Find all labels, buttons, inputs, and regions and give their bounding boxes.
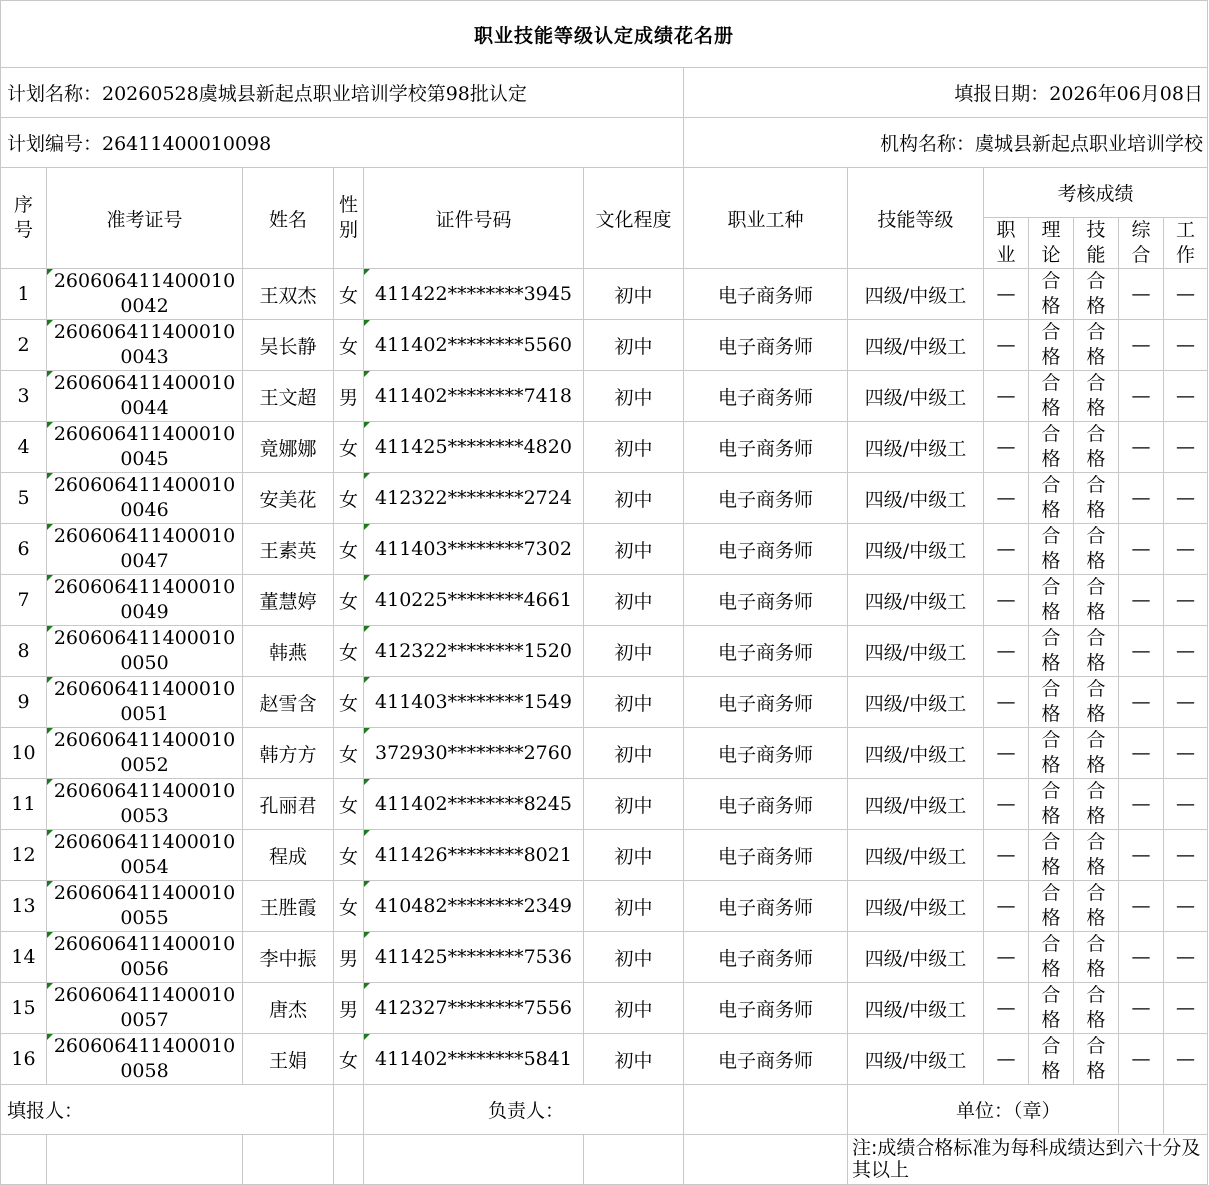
cell-name: 王文超 (243, 371, 334, 422)
table-row (1, 830, 1208, 881)
cell-theory: 合格 (1029, 881, 1074, 932)
cell-id: 411403********1549 (364, 677, 584, 728)
cell-level: 四级/中级工 (848, 677, 984, 728)
cell-id: 412322********2724 (364, 473, 584, 524)
cell-id: 411426********8021 (364, 830, 584, 881)
cell-seq: 16 (1, 1034, 47, 1085)
cell-level: 四级/中级工 (848, 626, 984, 677)
cell-job: 电子商务师 (684, 320, 848, 371)
cell-edu: 初中 (584, 983, 684, 1034)
cell-name: 王双杰 (243, 269, 334, 320)
cell-work: — (1164, 983, 1208, 1034)
table-row (1, 728, 1208, 779)
cell-work: — (1164, 473, 1208, 524)
cell-id: 410482********2349 (364, 881, 584, 932)
cell-level: 四级/中级工 (848, 371, 984, 422)
cell-comp: — (1119, 1034, 1164, 1085)
cell-id: 411402********7418 (364, 371, 584, 422)
cell-level: 四级/中级工 (848, 524, 984, 575)
table-row (1, 677, 1208, 728)
cell-work: — (1164, 320, 1208, 371)
cell-edu: 初中 (584, 779, 684, 830)
data-rows (1, 269, 1208, 1085)
cell-name: 竟娜娜 (243, 422, 334, 473)
cell-gender: 女 (334, 269, 364, 320)
cell-comp: — (1119, 626, 1164, 677)
cell-edu: 初中 (584, 677, 684, 728)
table-row (1, 473, 1208, 524)
cell-skill: 合格 (1074, 473, 1119, 524)
footer-cell (684, 1135, 848, 1185)
cell-vocation: — (984, 881, 1029, 932)
cell-edu: 初中 (584, 422, 684, 473)
table-row (1, 575, 1208, 626)
footer-cell (584, 1135, 684, 1185)
table-row (1, 422, 1208, 473)
header-sub-vocation: 职业 (984, 218, 1029, 269)
cell-level: 四级/中级工 (848, 983, 984, 1034)
comment-marker-icon (47, 524, 53, 530)
cell-level: 四级/中级工 (848, 1034, 984, 1085)
cell-work: — (1164, 1034, 1208, 1085)
comment-marker-icon (364, 728, 370, 734)
cell-theory: 合格 (1029, 779, 1074, 830)
header-scores: 考核成绩 (984, 168, 1208, 218)
comment-marker-icon (364, 320, 370, 326)
cell-job: 电子商务师 (684, 728, 848, 779)
cell-gender: 女 (334, 626, 364, 677)
comment-marker-icon (364, 575, 370, 581)
cell-job: 电子商务师 (684, 677, 848, 728)
cell-edu: 初中 (584, 1034, 684, 1085)
header-name: 姓名 (243, 168, 334, 269)
comment-marker-icon (364, 626, 370, 632)
cell-comp: — (1119, 779, 1164, 830)
footer-unit: 单位：（章） (848, 1085, 1119, 1135)
header-edu: 文化程度 (584, 168, 684, 269)
cell-work: — (1164, 779, 1208, 830)
cell-comp: — (1119, 677, 1164, 728)
cell-level: 四级/中级工 (848, 932, 984, 983)
cell-comp: — (1119, 575, 1164, 626)
comment-marker-icon (364, 371, 370, 377)
table-row (1, 269, 1208, 320)
comment-marker-icon (47, 371, 53, 377)
cell-skill: 合格 (1074, 1034, 1119, 1085)
cell-vocation: — (984, 1034, 1029, 1085)
cell-edu: 初中 (584, 932, 684, 983)
cell-vocation: — (984, 269, 1029, 320)
cell-skill: 合格 (1074, 830, 1119, 881)
cell-level: 四级/中级工 (848, 473, 984, 524)
table-row (1, 779, 1208, 830)
cell-work: — (1164, 881, 1208, 932)
cell-gender: 男 (334, 983, 364, 1034)
footer-filler: 填报人： (1, 1085, 334, 1135)
footer-note: 注:成绩合格标准为每科成绩达到六十分及其以上 (848, 1135, 1208, 1185)
cell-work: — (1164, 728, 1208, 779)
comment-marker-icon (47, 473, 53, 479)
comment-marker-icon (47, 626, 53, 632)
cell-edu: 初中 (584, 830, 684, 881)
cell-gender: 女 (334, 575, 364, 626)
cell-vocation: — (984, 473, 1029, 524)
cell-edu: 初中 (584, 626, 684, 677)
comment-marker-icon (47, 881, 53, 887)
cell-gender: 女 (334, 728, 364, 779)
cell-job: 电子商务师 (684, 422, 848, 473)
cell-gender: 女 (334, 320, 364, 371)
comment-marker-icon (364, 830, 370, 836)
table-row (1, 881, 1208, 932)
cell-id: 411402********5560 (364, 320, 584, 371)
cell-gender: 女 (334, 524, 364, 575)
table-row (1, 932, 1208, 983)
comment-marker-icon (364, 1034, 370, 1040)
cell-level: 四级/中级工 (848, 575, 984, 626)
cell-comp: — (1119, 932, 1164, 983)
cell-skill: 合格 (1074, 728, 1119, 779)
cell-comp: — (1119, 524, 1164, 575)
cell-level: 四级/中级工 (848, 320, 984, 371)
header-sub-theory: 理论 (1029, 218, 1074, 269)
cell-ticket: 2606064114000100046 (47, 473, 243, 524)
header-seq: 序号 (1, 168, 47, 269)
cell-comp: — (1119, 371, 1164, 422)
cell-name: 王素英 (243, 524, 334, 575)
cell-comp: — (1119, 320, 1164, 371)
cell-edu: 初中 (584, 473, 684, 524)
cell-name: 董慧婷 (243, 575, 334, 626)
header-sub-comp: 综合 (1119, 218, 1164, 269)
org-name: 机构名称：虞城县新起点职业培训学校 (684, 118, 1208, 168)
cell-gender: 女 (334, 779, 364, 830)
cell-seq: 5 (1, 473, 47, 524)
cell-vocation: — (984, 830, 1029, 881)
cell-ticket: 2606064114000100049 (47, 575, 243, 626)
cell-ticket: 2606064114000100052 (47, 728, 243, 779)
cell-level: 四级/中级工 (848, 422, 984, 473)
comment-marker-icon (364, 932, 370, 938)
table-row (1, 320, 1208, 371)
cell-level: 四级/中级工 (848, 830, 984, 881)
comment-marker-icon (364, 422, 370, 428)
cell-edu: 初中 (584, 269, 684, 320)
cell-job: 电子商务师 (684, 269, 848, 320)
cell-ticket: 2606064114000100045 (47, 422, 243, 473)
cell-name: 王娟 (243, 1034, 334, 1085)
cell-name: 程成 (243, 830, 334, 881)
cell-job: 电子商务师 (684, 932, 848, 983)
cell-id: 411402********8245 (364, 779, 584, 830)
comment-marker-icon (364, 779, 370, 785)
cell-vocation: — (984, 779, 1029, 830)
cell-name: 唐杰 (243, 983, 334, 1034)
cell-job: 电子商务师 (684, 626, 848, 677)
cell-skill: 合格 (1074, 320, 1119, 371)
cell-gender: 女 (334, 881, 364, 932)
cell-theory: 合格 (1029, 524, 1074, 575)
cell-job: 电子商务师 (684, 524, 848, 575)
footer-cell (243, 1135, 334, 1185)
cell-comp: — (1119, 983, 1164, 1034)
cell-theory: 合格 (1029, 269, 1074, 320)
table-row (1, 524, 1208, 575)
cell-seq: 11 (1, 779, 47, 830)
table-row (1, 626, 1208, 677)
comment-marker-icon (364, 677, 370, 683)
cell-job: 电子商务师 (684, 881, 848, 932)
cell-id: 411402********5841 (364, 1034, 584, 1085)
cell-name: 赵雪含 (243, 677, 334, 728)
cell-vocation: — (984, 728, 1029, 779)
footer-cell (684, 1085, 848, 1135)
cell-theory: 合格 (1029, 473, 1074, 524)
comment-marker-icon (47, 269, 53, 275)
footer-cell (1119, 1085, 1164, 1135)
cell-ticket: 2606064114000100042 (47, 269, 243, 320)
cell-gender: 女 (334, 677, 364, 728)
comment-marker-icon (47, 1034, 53, 1040)
comment-marker-icon (364, 269, 370, 275)
footer-cell (1, 1135, 47, 1185)
cell-id: 372930********2760 (364, 728, 584, 779)
cell-ticket: 2606064114000100058 (47, 1034, 243, 1085)
cell-vocation: — (984, 677, 1029, 728)
cell-job: 电子商务师 (684, 473, 848, 524)
cell-edu: 初中 (584, 881, 684, 932)
cell-job: 电子商务师 (684, 830, 848, 881)
cell-level: 四级/中级工 (848, 881, 984, 932)
cell-skill: 合格 (1074, 575, 1119, 626)
cell-theory: 合格 (1029, 320, 1074, 371)
cell-id: 411425********4820 (364, 422, 584, 473)
cell-name: 李中振 (243, 932, 334, 983)
cell-vocation: — (984, 371, 1029, 422)
cell-gender: 女 (334, 473, 364, 524)
comment-marker-icon (47, 830, 53, 836)
cell-level: 四级/中级工 (848, 779, 984, 830)
comment-marker-icon (47, 728, 53, 734)
cell-ticket: 2606064114000100056 (47, 932, 243, 983)
comment-marker-icon (364, 881, 370, 887)
comment-marker-icon (47, 422, 53, 428)
cell-comp: — (1119, 473, 1164, 524)
cell-work: — (1164, 677, 1208, 728)
comment-marker-icon (47, 677, 53, 683)
cell-ticket: 2606064114000100043 (47, 320, 243, 371)
cell-work: — (1164, 830, 1208, 881)
footer-cell (364, 1135, 584, 1185)
cell-seq: 3 (1, 371, 47, 422)
cell-ticket: 2606064114000100047 (47, 524, 243, 575)
cell-work: — (1164, 524, 1208, 575)
cell-vocation: — (984, 932, 1029, 983)
cell-theory: 合格 (1029, 728, 1074, 779)
header-sub-skill: 技能 (1074, 218, 1119, 269)
cell-seq: 12 (1, 830, 47, 881)
cell-work: — (1164, 626, 1208, 677)
cell-gender: 男 (334, 371, 364, 422)
cell-gender: 男 (334, 932, 364, 983)
cell-theory: 合格 (1029, 830, 1074, 881)
cell-id: 411422********3945 (364, 269, 584, 320)
cell-name: 韩燕 (243, 626, 334, 677)
cell-edu: 初中 (584, 575, 684, 626)
cell-level: 四级/中级工 (848, 728, 984, 779)
header-gender: 性别 (334, 168, 364, 269)
cell-gender: 女 (334, 422, 364, 473)
cell-skill: 合格 (1074, 524, 1119, 575)
comment-marker-icon (47, 779, 53, 785)
cell-skill: 合格 (1074, 983, 1119, 1034)
cell-theory: 合格 (1029, 626, 1074, 677)
cell-ticket: 2606064114000100044 (47, 371, 243, 422)
comment-marker-icon (47, 983, 53, 989)
cell-comp: — (1119, 728, 1164, 779)
cell-theory: 合格 (1029, 371, 1074, 422)
cell-work: — (1164, 575, 1208, 626)
footer-responsible: 负责人： (364, 1085, 684, 1135)
cell-vocation: — (984, 524, 1029, 575)
cell-gender: 女 (334, 830, 364, 881)
cell-vocation: — (984, 320, 1029, 371)
cell-name: 安美花 (243, 473, 334, 524)
header-sub-work: 工作 (1164, 218, 1208, 269)
fill-date: 填报日期：2026年06月08日 (684, 68, 1208, 118)
cell-ticket: 2606064114000100050 (47, 626, 243, 677)
cell-seq: 1 (1, 269, 47, 320)
header-job: 职业工种 (684, 168, 848, 269)
cell-job: 电子商务师 (684, 1034, 848, 1085)
cell-work: — (1164, 371, 1208, 422)
cell-name: 吴长静 (243, 320, 334, 371)
cell-edu: 初中 (584, 320, 684, 371)
cell-id: 411425********7536 (364, 932, 584, 983)
cell-id: 412322********1520 (364, 626, 584, 677)
comment-marker-icon (364, 524, 370, 530)
cell-skill: 合格 (1074, 779, 1119, 830)
cell-id: 411403********7302 (364, 524, 584, 575)
footer-cell (1164, 1085, 1208, 1135)
cell-edu: 初中 (584, 371, 684, 422)
cell-seq: 4 (1, 422, 47, 473)
cell-seq: 7 (1, 575, 47, 626)
cell-ticket: 2606064114000100054 (47, 830, 243, 881)
cell-ticket: 2606064114000100053 (47, 779, 243, 830)
header-ticket: 准考证号 (47, 168, 243, 269)
cell-seq: 15 (1, 983, 47, 1034)
cell-skill: 合格 (1074, 269, 1119, 320)
cell-theory: 合格 (1029, 1034, 1074, 1085)
header-id: 证件号码 (364, 168, 584, 269)
cell-theory: 合格 (1029, 677, 1074, 728)
plan-name: 计划名称：20260528虞城县新起点职业培训学校第98批认定 (1, 68, 684, 118)
table-row (1, 371, 1208, 422)
cell-theory: 合格 (1029, 575, 1074, 626)
footer-cell (334, 1135, 364, 1185)
cell-job: 电子商务师 (684, 575, 848, 626)
comment-marker-icon (47, 320, 53, 326)
table-row (1, 1034, 1208, 1085)
footer-cell (334, 1085, 364, 1135)
cell-seq: 9 (1, 677, 47, 728)
cell-seq: 6 (1, 524, 47, 575)
footer-cell (47, 1135, 243, 1185)
cell-comp: — (1119, 269, 1164, 320)
cell-id: 412327********7556 (364, 983, 584, 1034)
cell-skill: 合格 (1074, 371, 1119, 422)
cell-skill: 合格 (1074, 626, 1119, 677)
cell-comp: — (1119, 422, 1164, 473)
cell-theory: 合格 (1029, 932, 1074, 983)
header-level: 技能等级 (848, 168, 984, 269)
cell-work: — (1164, 269, 1208, 320)
cell-skill: 合格 (1074, 932, 1119, 983)
cell-vocation: — (984, 626, 1029, 677)
cell-id: 410225********4661 (364, 575, 584, 626)
cell-theory: 合格 (1029, 983, 1074, 1034)
cell-ticket: 2606064114000100055 (47, 881, 243, 932)
cell-name: 王胜霞 (243, 881, 334, 932)
cell-job: 电子商务师 (684, 779, 848, 830)
cell-seq: 13 (1, 881, 47, 932)
cell-name: 韩方方 (243, 728, 334, 779)
cell-seq: 14 (1, 932, 47, 983)
comment-marker-icon (364, 983, 370, 989)
cell-ticket: 2606064114000100051 (47, 677, 243, 728)
cell-comp: — (1119, 881, 1164, 932)
cell-vocation: — (984, 983, 1029, 1034)
cell-job: 电子商务师 (684, 983, 848, 1034)
cell-skill: 合格 (1074, 677, 1119, 728)
cell-edu: 初中 (584, 524, 684, 575)
comment-marker-icon (47, 575, 53, 581)
cell-level: 四级/中级工 (848, 269, 984, 320)
comment-marker-icon (364, 473, 370, 479)
cell-skill: 合格 (1074, 422, 1119, 473)
cell-comp: — (1119, 830, 1164, 881)
cell-work: — (1164, 932, 1208, 983)
page-title: 职业技能等级认定成绩花名册 (1, 1, 1208, 68)
cell-name: 孔丽君 (243, 779, 334, 830)
cell-vocation: — (984, 422, 1029, 473)
cell-gender: 女 (334, 1034, 364, 1085)
cell-seq: 8 (1, 626, 47, 677)
cell-theory: 合格 (1029, 422, 1074, 473)
cell-seq: 10 (1, 728, 47, 779)
cell-ticket: 2606064114000100057 (47, 983, 243, 1034)
plan-number: 计划编号：26411400010098 (1, 118, 684, 168)
cell-vocation: — (984, 575, 1029, 626)
table-row (1, 983, 1208, 1034)
comment-marker-icon (47, 932, 53, 938)
cell-seq: 2 (1, 320, 47, 371)
cell-edu: 初中 (584, 728, 684, 779)
cell-work: — (1164, 422, 1208, 473)
cell-skill: 合格 (1074, 881, 1119, 932)
cell-job: 电子商务师 (684, 371, 848, 422)
